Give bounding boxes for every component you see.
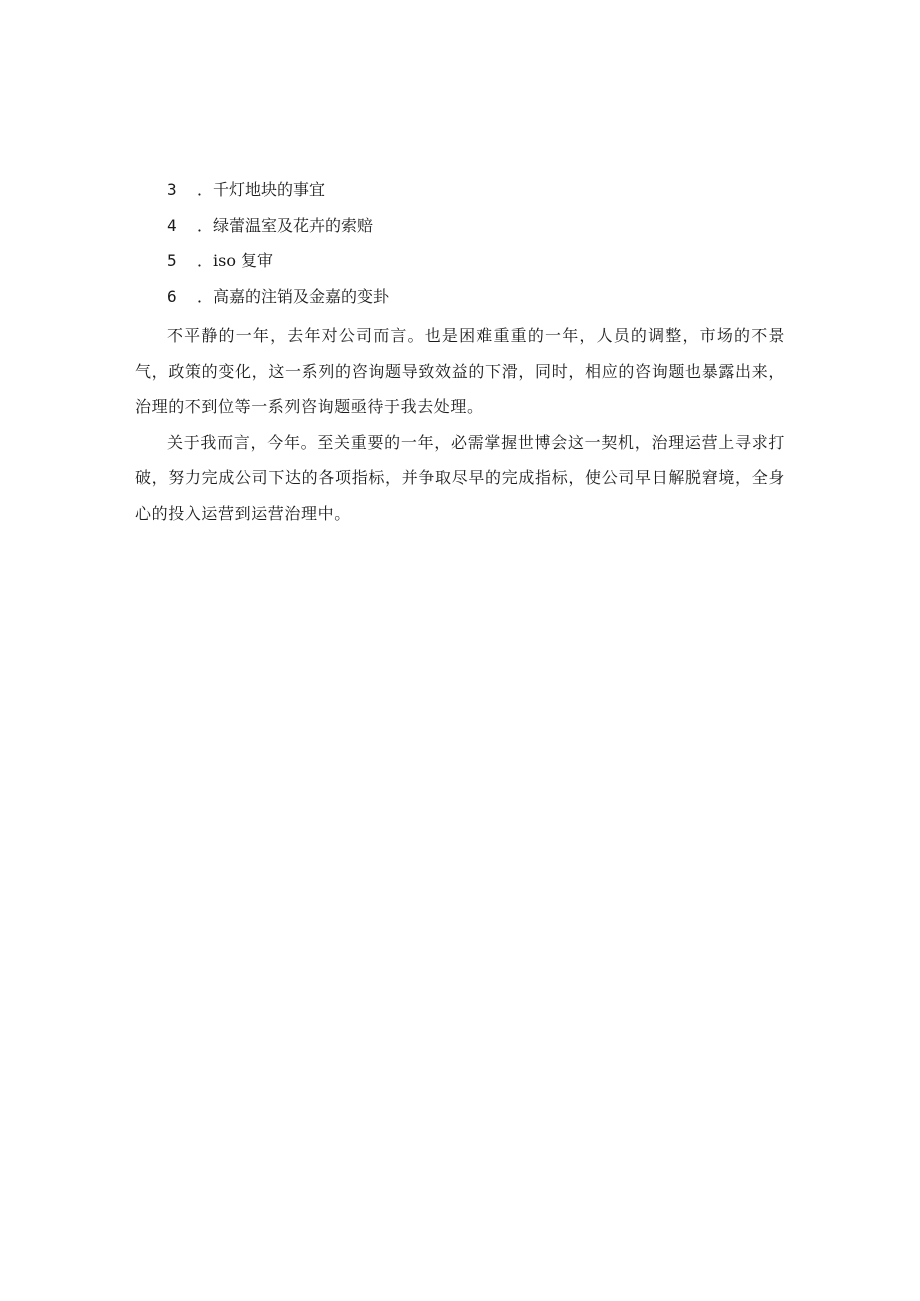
list-item-text: ．高嘉的注销及金嘉的变卦 (197, 286, 390, 306)
list-item (135, 283, 785, 310)
list-item-text: ．千灯地块的事宜 (197, 180, 326, 199)
list-item-text: ．绿蕾温室及花卉的索赔 (197, 215, 374, 235)
list-item-number: 6 (167, 286, 177, 306)
list-item (135, 176, 785, 203)
paragraph-past-year: 不平静的一年，去年对公司而言。也是困难重重的一年，人员的调整，市场的不景气，政策的变化，这一系列的咨询题导致效益的下滑，同时，相应的咨询题也暴露出来，治理的不到位等一系列咨询题亟待于我去处理。 (135, 326, 785, 416)
document-body (135, 176, 785, 531)
paragraph-this-year: 关于我而言，今年。至关重要的一年，必需掌握世博会这一契机，治理运营上寻求打破，努力完成公司下达的各项指标，并争取尽早的完成指标，使公司早日解脱窘境，全身心的投入运营到运营治理中。 (135, 432, 785, 523)
list-item (135, 212, 785, 239)
list-item-number: 3 (167, 180, 177, 199)
list-item-number: 4 (167, 215, 177, 235)
list-item-text: ．iso 复审 (197, 251, 274, 270)
list-item-number: 5 (167, 251, 177, 270)
list-item (135, 247, 785, 274)
